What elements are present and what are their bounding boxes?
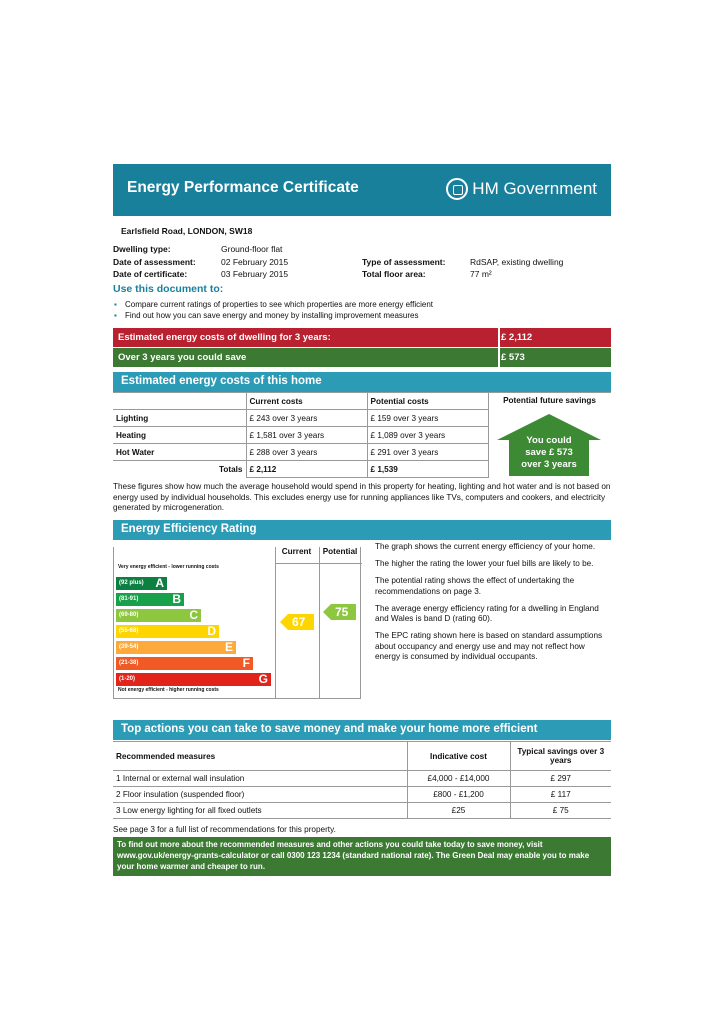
certificate-date-label: Date of certificate: xyxy=(113,269,188,279)
table-row xyxy=(113,444,488,461)
potential-cost: £ 291 over 3 years xyxy=(367,444,488,461)
assessment-date-value: 02 February 2015 xyxy=(221,257,289,267)
table-row xyxy=(113,461,488,478)
dwelling-type-value: Ground-floor flat xyxy=(221,244,283,254)
rating-band-b: (81-91) B xyxy=(116,593,184,606)
savings-value: £ 573 xyxy=(501,352,525,363)
savings-bar xyxy=(113,348,611,367)
col-measures: Recommended measures xyxy=(113,742,407,771)
table-row xyxy=(113,771,611,787)
cost: £4,000 - £14,000 xyxy=(407,771,510,787)
costs-table xyxy=(113,392,489,478)
use-bullet: ▪ Compare current ratings of properties to see which properties are more energy efficient xyxy=(113,299,433,310)
dwelling-type-label: Dwelling type: xyxy=(113,244,171,254)
green-deal-info: To find out more about the recommended measures and other actions you could take today to save money, visit www.gov.uk/energy-grants-calculator or call 0300 123 1234 (standard national rate). The Green Deal may enable you to make your home warmer and cheaper to run. xyxy=(113,837,611,876)
certificate xyxy=(113,164,611,871)
use-document-title: Use this document to: xyxy=(113,283,224,295)
row-label: Heating xyxy=(113,427,246,444)
efficiency-explanation: The graph shows the current energy efficiency of your home. The higher the rating the lower your fuel bills are likely to be. The potential rating shows the effect of undertaking the recommendations on page 3. The average energy efficiency rating for a dwelling in England and Wales is band D (rating 60). The EPC rating shown here is based on standard assumptions about occupancy and energy use and may not reflect how energy is consumed by individual occupants. xyxy=(375,542,603,661)
current-rating-value: 67 xyxy=(292,615,306,629)
savings-label: Over 3 years you could save xyxy=(118,352,247,363)
col-potential-costs: Potential costs xyxy=(367,393,488,410)
header-banner xyxy=(113,164,611,216)
top-note: Very energy efficient - lower running costs xyxy=(118,564,219,570)
estimated-costs-bar xyxy=(113,328,611,347)
assessment-type-label: Type of assessment: xyxy=(362,257,446,267)
estimated-costs-value: £ 2,112 xyxy=(501,332,533,343)
col-potential-savings: Potential future savings xyxy=(488,392,611,410)
actions-section-title: Top actions you can take to save money and make your home more efficient xyxy=(113,720,611,740)
see-page-note: See page 3 for a full list of recommendations for this property. xyxy=(113,825,336,834)
table-row xyxy=(113,393,488,410)
total-potential: £ 1,539 xyxy=(367,461,488,478)
floor-area-label: Total floor area: xyxy=(362,269,426,279)
actions-table xyxy=(113,741,611,819)
cost: £800 - £1,200 xyxy=(407,787,510,803)
row-label: Lighting xyxy=(113,410,246,427)
col-typical-savings: Typical savings over 3 years xyxy=(510,742,611,771)
saving: £ 297 xyxy=(510,771,611,787)
potential-cost: £ 1,089 over 3 years xyxy=(367,427,488,444)
assessment-date-label: Date of assessment: xyxy=(113,257,196,267)
potential-rating-value: 75 xyxy=(335,605,349,619)
saving: £ 75 xyxy=(510,803,611,819)
table-row xyxy=(113,742,611,771)
row-label: Hot Water xyxy=(113,444,246,461)
measure: 1 Internal or external wall insulation xyxy=(113,771,407,787)
costs-explanation: These figures show how much the average household would spend in this property for heating, lighting and hot water and is not based on energy used by individual households. This excludes energy use for running appliances like TVs, computers and cookers, and electricity generated by microgeneration. xyxy=(113,482,611,512)
table-row xyxy=(113,410,488,427)
potential-cost: £ 159 over 3 years xyxy=(367,410,488,427)
use-bullet: ▪ Find out how you can save energy and money by installing improvement measures xyxy=(113,310,433,321)
floor-area-value: 77 m² xyxy=(470,269,492,279)
table-row xyxy=(113,427,488,444)
property-address: Earlsfield Road, LONDON, SW18 xyxy=(121,226,253,236)
current-cost: £ 1,581 over 3 years xyxy=(246,427,367,444)
table-row xyxy=(113,803,611,819)
totals-label: Totals xyxy=(113,461,246,478)
bottom-note: Not energy efficient - higher running costs xyxy=(118,687,219,693)
rating-band-a: (92 plus) A xyxy=(116,577,167,590)
rating-band-c: (69-80) C xyxy=(116,609,201,622)
use-bullets xyxy=(113,299,433,321)
table-row xyxy=(113,787,611,803)
efficiency-section-title: Energy Efficiency Rating xyxy=(113,520,611,540)
crest-icon xyxy=(446,178,468,200)
cost: £25 xyxy=(407,803,510,819)
rating-band-e: (39-54) E xyxy=(116,641,236,654)
current-cost: £ 243 over 3 years xyxy=(246,410,367,427)
col-current-costs: Current costs xyxy=(246,393,367,410)
measure: 2 Floor insulation (suspended floor) xyxy=(113,787,407,803)
rating-band-f: (21-38) F xyxy=(116,657,253,670)
col-current-rating: Current xyxy=(281,547,312,556)
certificate-title: Energy Performance Certificate xyxy=(127,179,359,196)
current-cost: £ 288 over 3 years xyxy=(246,444,367,461)
col-indicative-cost: Indicative cost xyxy=(407,742,510,771)
col-potential-rating: Potential xyxy=(322,547,358,556)
measure: 3 Low energy lighting for all fixed outlets xyxy=(113,803,407,819)
saving: £ 117 xyxy=(510,787,611,803)
total-current: £ 2,112 xyxy=(246,461,367,478)
rating-band-g: (1-20) G xyxy=(116,673,271,686)
house-savings-text: You could save £ 573 over 3 years xyxy=(521,435,577,470)
hm-government-label: HM Government xyxy=(472,179,597,198)
hm-government-logo xyxy=(446,178,597,200)
rating-band-d: (55-68) D xyxy=(116,625,219,638)
assessment-type-value: RdSAP, existing dwelling xyxy=(470,257,564,267)
estimated-costs-section-title: Estimated energy costs of this home xyxy=(113,372,611,392)
estimated-costs-label: Estimated energy costs of dwelling for 3 years: xyxy=(118,332,331,343)
certificate-date-value: 03 February 2015 xyxy=(221,269,289,279)
